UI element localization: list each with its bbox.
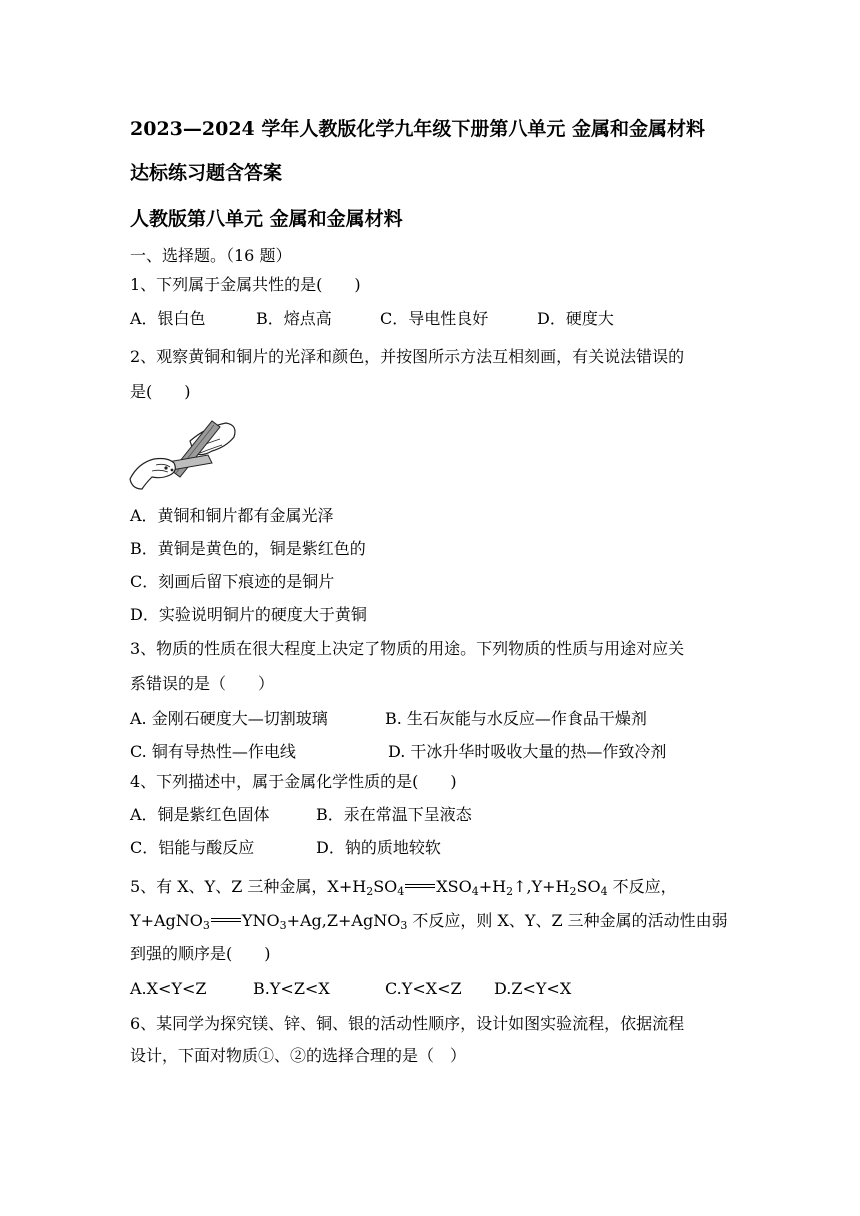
question-2-stem-line-1: 2、观察黄铜和铜片的光泽和颜色，并按图所示方法互相刻画，有关说法错误的	[130, 347, 685, 366]
equals-sign	[405, 884, 435, 888]
brass-copper-scratch-figure	[128, 413, 238, 491]
question-3-stem-line-1: 3、物质的性质在很大程度上决定了物质的用途。下列物质的性质与用途对应关	[130, 639, 685, 658]
section-heading: 一、选择题。（16 题）	[130, 246, 292, 265]
question-4-option-b: B．汞在常温下呈液态	[316, 805, 472, 824]
question-4-stem: 4、下列描述中，属于金属化学性质的是( )	[130, 772, 457, 791]
question-3-option-d: D. 干冰升华时吸收大量的热—作致冷剂	[388, 742, 667, 761]
question-5-stem-line-2: Y+AgNO$_3$ $YNO_3+Ag,Z+AgNO_3$ 不反应，则 X、Y、Z 三种金属的活动性由弱	[130, 911, 728, 932]
question-5-option-d: D.Z<Y<X	[494, 979, 572, 998]
question-5-option-c: C.Y<X<Z	[385, 979, 462, 998]
document-title-line-1: 2023—2024 学年人教版化学九年级下册第八单元 金属和金属材料	[130, 118, 705, 140]
question-4-option-a: A．铜是紫红色固体	[130, 805, 270, 824]
question-1-option-a: A．银白色	[130, 309, 206, 328]
question-2-option-c: C．刻画后留下痕迹的是铜片	[130, 572, 335, 591]
question-5-option-b: B.Y<Z<X	[253, 979, 330, 998]
question-2-option-a: A．黄铜和铜片都有金属光泽	[130, 506, 334, 525]
question-4-option-d: D．钠的质地较软	[316, 838, 441, 857]
question-1-option-d: D．硬度大	[537, 309, 614, 328]
question-4-option-c: C．铝能与酸反应	[130, 838, 255, 857]
question-5-option-a: A.X<Y<Z	[130, 979, 207, 998]
question-3-stem-line-2: 系错误的是（ ）	[130, 674, 275, 693]
question-2-stem-line-2: 是( )	[130, 382, 191, 401]
question-6-stem-line-2: 设计，下面对物质①、②的选择合理的是（ ）	[130, 1046, 467, 1065]
question-3-option-c: C. 铜有导热性—作电线	[130, 742, 296, 761]
question-1-option-c: C．导电性良好	[380, 309, 489, 328]
question-2-option-b: B．黄铜是黄色的，铜是紫红色的	[130, 539, 366, 558]
document-subtitle: 人教版第八单元 金属和金属材料	[130, 208, 403, 230]
question-3-option-b: B. 生石灰能与水反应—作食品干燥剂	[385, 709, 647, 728]
question-3-option-a: A. 金刚石硬度大—切割玻璃	[130, 709, 328, 728]
question-2-option-d: D．实验说明铜片的硬度大于黄铜	[130, 605, 367, 624]
equals-sign	[211, 918, 241, 922]
document-title-line-2: 达标练习题含答案	[130, 162, 283, 184]
question-6-stem-line-1: 6、某同学为探究镁、锌、铜、银的活动性顺序，设计如图实验流程，依据流程	[130, 1014, 685, 1033]
question-5-stem-line-1: 5、有 X、Y、Z 三种金属，$X+H_2SO_4$ $XSO_4+H_2↑,Y+H_2SO_4$ 不反应，	[130, 877, 677, 898]
question-1-stem: 1、下列属于金属共性的是( )	[130, 275, 361, 294]
question-1-option-b: B．熔点高	[256, 309, 332, 328]
question-5-stem-line-3: 到强的顺序是( )	[130, 944, 271, 963]
